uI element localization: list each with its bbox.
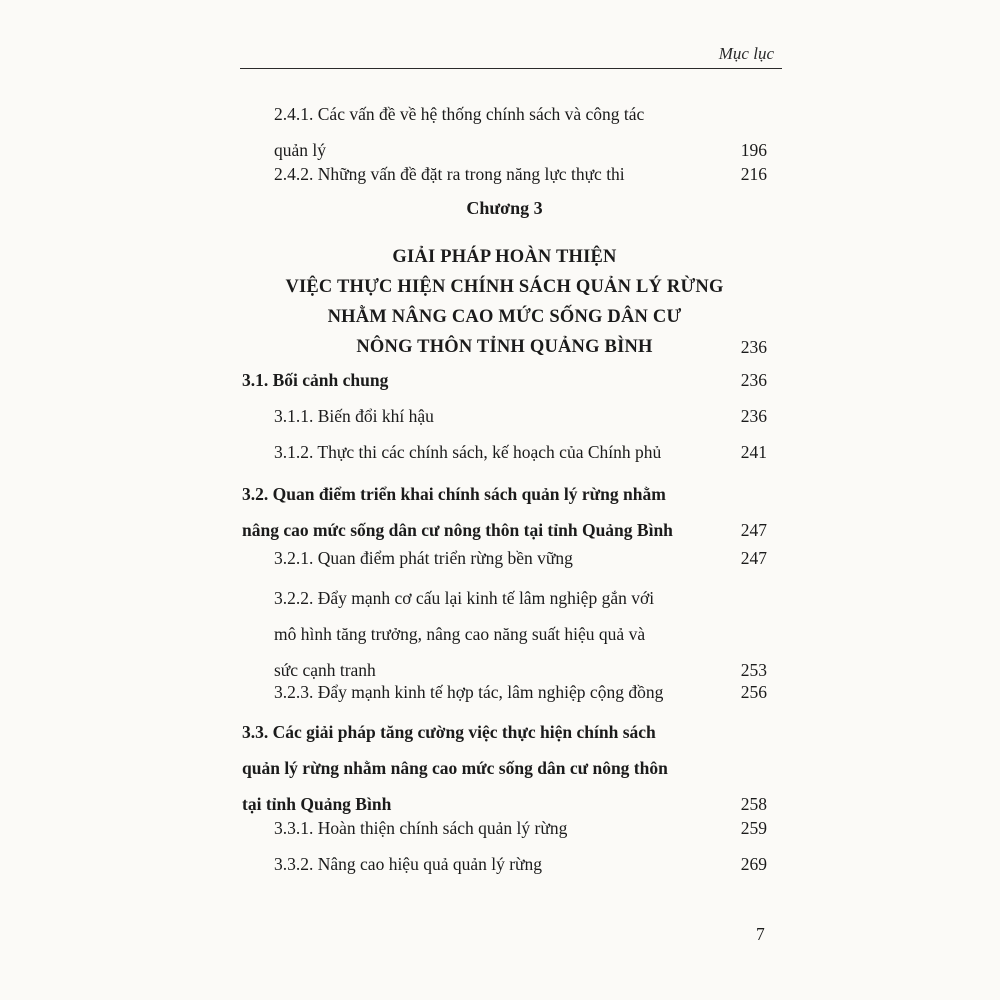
toc-entry: [242, 540, 767, 576]
chapter-entry: [242, 332, 767, 362]
toc-entry-line: quản lý: [274, 140, 327, 160]
toc-entry-page: 241: [740, 442, 767, 462]
toc-entry-line: 3.2.3. Đẩy mạnh kinh tế hợp tác, lâm nghiệp cộng đồng: [274, 682, 664, 702]
toc-entry: [242, 156, 767, 192]
toc-entry-page: 236: [740, 406, 767, 426]
toc-entry-line: 2.4.1. Các vấn đề về hệ thống chính sách và công tác: [274, 104, 645, 124]
toc-entry-line: mô hình tăng trưởng, nâng cao năng suất hiệu quả và: [274, 624, 646, 644]
toc-entry-title: [274, 810, 567, 846]
toc-entry: [242, 810, 767, 846]
toc-entry-line: 3.3. Các giải pháp tăng cường việc thực hiện chính sách: [242, 722, 656, 742]
chapter-title-line: VIỆC THỰC HIỆN CHÍNH SÁCH QUẢN LÝ RỪNG: [285, 277, 724, 297]
toc-entry-title: [242, 362, 388, 398]
toc-entry: [242, 580, 767, 688]
toc-entry-line: 3.1.2. Thực thi các chính sách, kế hoạch của Chính phủ: [274, 442, 662, 462]
toc-entry-line: 3.2.2. Đẩy mạnh cơ cấu lại kinh tế lâm nghiệp gắn với: [274, 588, 655, 608]
toc-entry-title: [242, 714, 668, 822]
toc-entry-title: [274, 674, 663, 710]
toc-entry-line: tại tỉnh Quảng Bình: [242, 794, 392, 814]
toc-entry-line: 3.1. Bối cảnh chung: [242, 370, 389, 390]
toc-entry-page: 258: [740, 794, 767, 814]
chapter-title-line: NÔNG THÔN TỈNH QUẢNG BÌNH: [356, 337, 653, 357]
toc-entry-line: 3.2. Quan điểm triển khai chính sách quản lý rừng nhằm: [242, 484, 666, 504]
toc-entry-line: nâng cao mức sống dân cư nông thôn tại tỉnh Quảng Bình: [242, 520, 673, 540]
toc-entry-title: [274, 156, 625, 192]
toc-entry-line: 3.3.2. Nâng cao hiệu quả quản lý rừng: [274, 854, 543, 874]
toc-entry-title: [274, 398, 434, 434]
toc-entry: [242, 714, 767, 822]
chapter-title-line: NHẰM NÂNG CAO MỨC SỐNG DÂN CƯ: [327, 307, 682, 327]
toc-entry-page: 253: [740, 660, 767, 680]
toc-entry-title: [274, 434, 661, 470]
chapter-label: Chương 3: [466, 198, 543, 218]
toc-entry-page: 247: [740, 520, 767, 540]
toc-entry-line: quản lý rừng nhằm nâng cao mức sống dân cư nông thôn: [242, 758, 668, 778]
toc-entry-page: 247: [740, 548, 767, 568]
chapter-title-line: GIẢI PHÁP HOÀN THIỆN: [392, 247, 617, 267]
running-head: Mục lục: [718, 44, 774, 63]
toc-entry: [242, 846, 767, 882]
toc-entry-line: 3.3.1. Hoàn thiện chính sách quản lý rừng: [274, 818, 568, 838]
toc-entry-line: 2.4.2. Những vấn đề đặt ra trong năng lực thực thi: [274, 164, 625, 184]
toc-entry-line: 3.1.1. Biến đổi khí hậu: [274, 406, 434, 426]
chapter-page: 236: [740, 337, 767, 357]
toc-entry: [242, 674, 767, 710]
toc-entry-page: 216: [740, 164, 767, 184]
toc-entry-page: 269: [740, 854, 767, 874]
toc-entry: [242, 398, 767, 434]
toc-entry-page: 236: [740, 370, 767, 390]
toc-entry-page: 259: [740, 818, 767, 838]
page-number: 7: [756, 924, 765, 944]
header-rule: [240, 68, 782, 69]
toc-entry-page: 256: [740, 682, 767, 702]
toc-entry: [242, 434, 767, 470]
toc-entry: [242, 476, 767, 548]
toc-entry-title: [242, 476, 673, 548]
toc-entry-line: 3.2.1. Quan điểm phát triển rừng bền vững: [274, 548, 573, 568]
toc-entry-line: sức cạnh tranh: [274, 660, 376, 680]
toc-entry-title: [274, 846, 542, 882]
toc-entry-title: [274, 540, 573, 576]
toc-entry: [242, 362, 767, 398]
toc-entry-title: [274, 580, 654, 688]
toc-entry-page: 196: [740, 140, 767, 160]
